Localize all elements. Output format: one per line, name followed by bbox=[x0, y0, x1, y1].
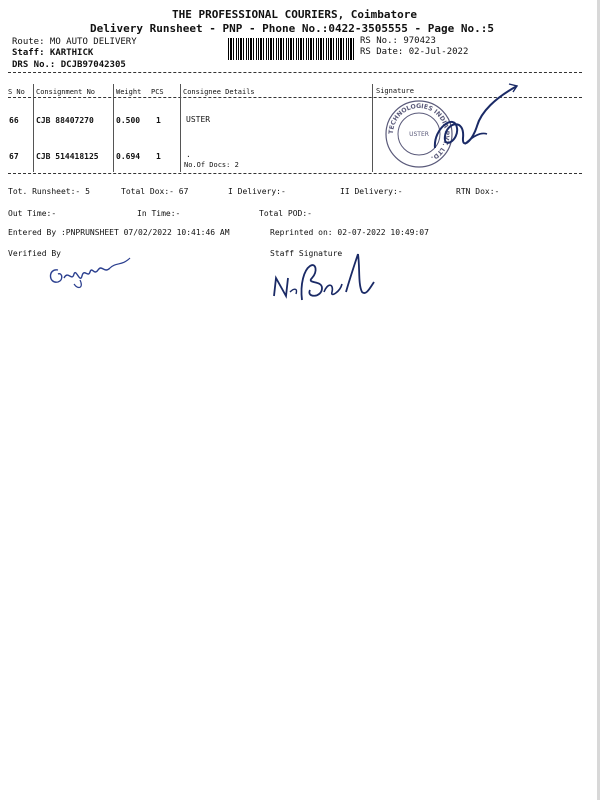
rs-number: RS No.: 970423 bbox=[360, 36, 436, 46]
reprinted-on: Reprinted on: 02-07-2022 10:49:07 bbox=[270, 228, 429, 237]
divider bbox=[8, 173, 582, 174]
row-sno: 66 bbox=[9, 116, 19, 125]
column-divider bbox=[113, 84, 114, 172]
column-header-weight: Weight bbox=[116, 88, 142, 96]
rs-date: RS Date: 02-Jul-2022 bbox=[360, 47, 469, 57]
runsheet-title: Delivery Runsheet - PNP - Phone No.:0422-3505555 - Page No.:5 bbox=[90, 22, 494, 35]
out-time: Out Time:- bbox=[8, 209, 57, 218]
row-consignment: CJB 88407270 bbox=[36, 116, 94, 125]
i-delivery: I Delivery:- bbox=[228, 187, 286, 196]
company-title: THE PROFESSIONAL COURIERS, Coimbatore bbox=[172, 8, 418, 21]
staff-signature-label: Staff Signature bbox=[270, 249, 343, 258]
total-pod: Total POD:- bbox=[259, 209, 312, 218]
no-of-docs: No.Of Docs: 2 bbox=[184, 161, 239, 169]
barcode bbox=[228, 38, 354, 60]
staff-signature bbox=[266, 248, 386, 308]
stamp-inner-text: USTER bbox=[409, 131, 429, 138]
route-label: Route: MO AUTO DELIVERY bbox=[12, 37, 137, 47]
verifier-signature bbox=[44, 248, 134, 292]
column-header-signature: Signature bbox=[376, 87, 414, 95]
column-divider bbox=[180, 84, 181, 172]
drs-number: DRS No.: DCJB97042305 bbox=[12, 60, 126, 70]
total-dox: Total Dox:- 67 bbox=[121, 187, 189, 196]
receiver-signature bbox=[425, 78, 525, 168]
row-weight: 0.694 bbox=[116, 152, 141, 161]
row-pcs: 1 bbox=[156, 152, 161, 161]
in-time: In Time:- bbox=[137, 209, 181, 218]
column-header-consignee: Consignee Details bbox=[183, 88, 255, 96]
row-consignee: . bbox=[186, 150, 191, 159]
stamp-outer-text: TECHNOLOGIES INDIA PVT. LTD. bbox=[387, 102, 451, 162]
row-pcs: 1 bbox=[156, 116, 161, 125]
column-divider bbox=[33, 84, 34, 172]
row-consignee: USTER bbox=[186, 115, 211, 124]
staff-label: Staff: KARTHICK bbox=[12, 48, 94, 58]
verified-by-label: Verified By bbox=[8, 249, 61, 258]
row-consignment: CJB 514418125 bbox=[36, 152, 99, 161]
rtn-dox: RTN Dox:- bbox=[456, 187, 500, 196]
column-header-sno: S No bbox=[8, 88, 25, 96]
column-header-pcs: PCS bbox=[151, 88, 164, 96]
row-sno: 67 bbox=[9, 152, 19, 161]
tot-runsheet: Tot. Runsheet:- 5 bbox=[8, 187, 90, 196]
entered-by: Entered By :PNPRUNSHEET 07/02/2022 10:41:46 AM bbox=[8, 228, 230, 237]
column-divider bbox=[372, 84, 373, 172]
ii-delivery: II Delivery:- bbox=[340, 187, 403, 196]
divider bbox=[8, 72, 582, 73]
row-weight: 0.500 bbox=[116, 116, 141, 125]
column-header-consignment: Consignment No bbox=[36, 88, 96, 96]
